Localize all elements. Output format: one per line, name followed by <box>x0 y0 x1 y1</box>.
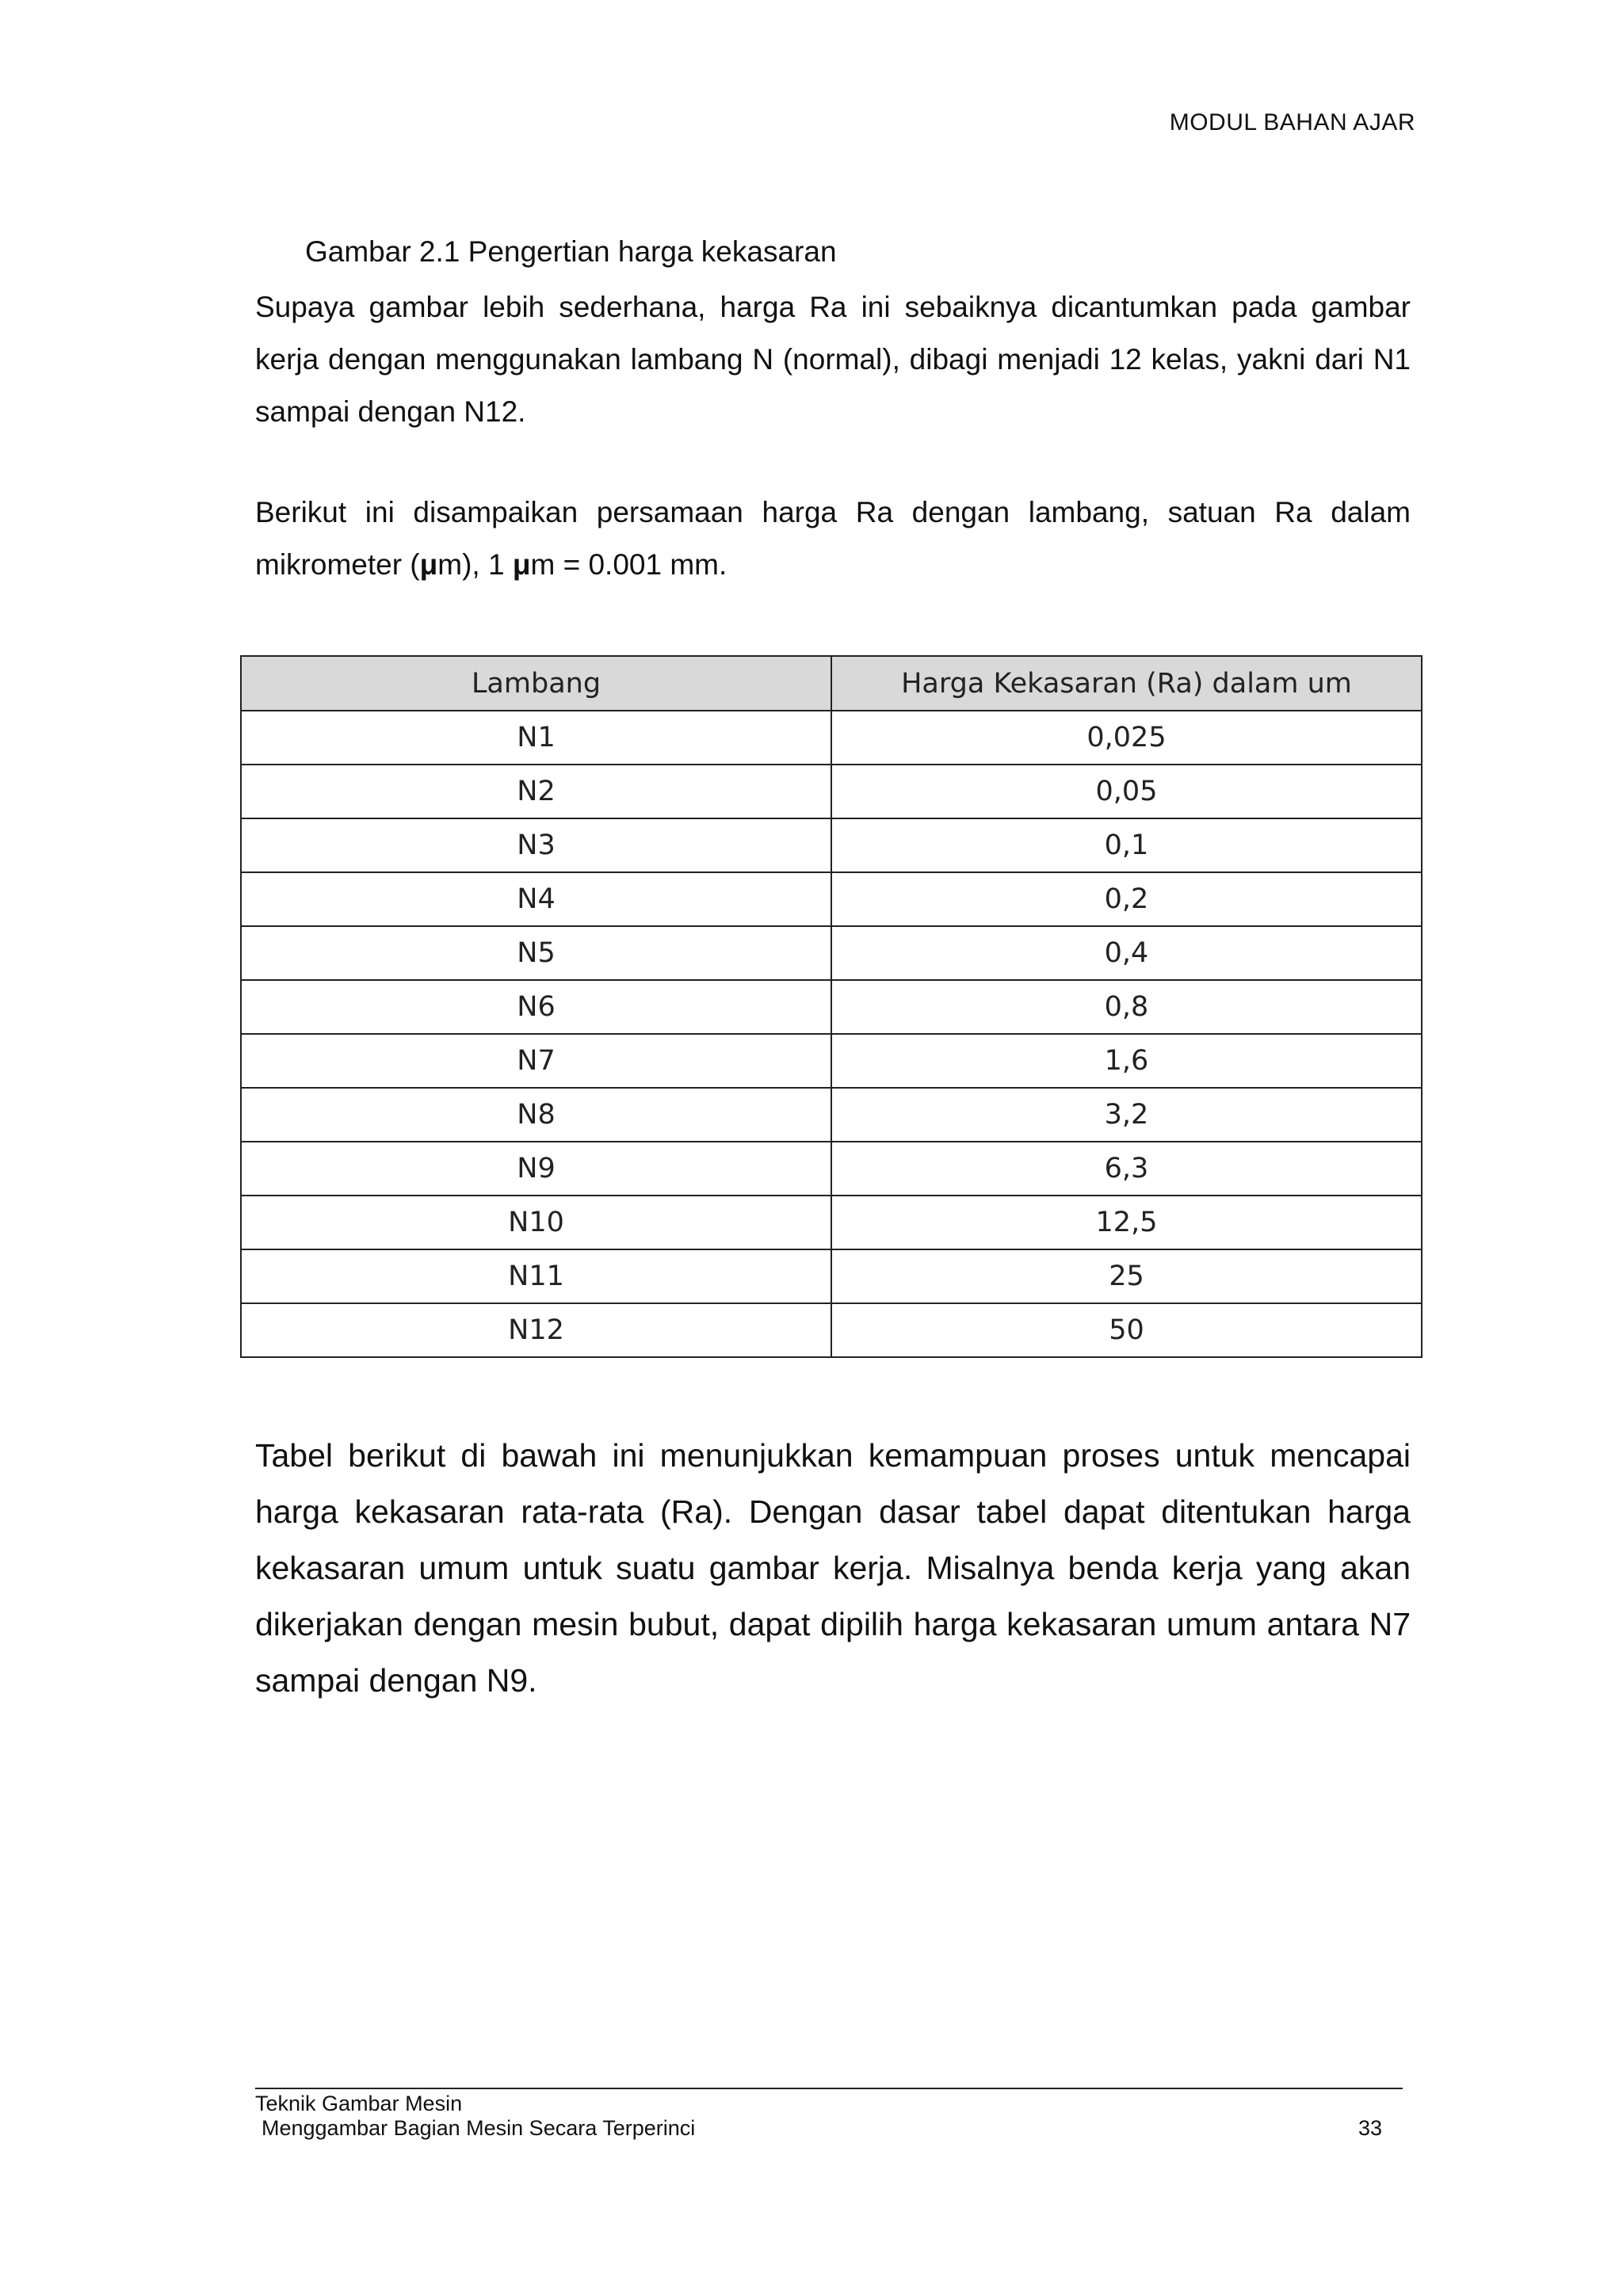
figure-caption: Gambar 2.1 Pengertian harga kekasaran <box>305 235 837 268</box>
cell-lambang: N5 <box>241 926 831 980</box>
cell-ra-value: 0,2 <box>831 872 1422 926</box>
paragraph-text: m = 0.001 mm. <box>530 548 727 581</box>
cell-ra-value: 6,3 <box>831 1142 1422 1196</box>
cell-lambang: N11 <box>241 1249 831 1303</box>
table-row <box>241 1249 1422 1303</box>
table-row <box>241 1034 1422 1088</box>
roughness-table <box>240 655 1423 1358</box>
page-number: 33 <box>1358 2116 1383 2140</box>
table-body <box>241 711 1422 1357</box>
page-header: MODUL BAHAN AJAR <box>1169 109 1415 135</box>
cell-ra-value: 0,1 <box>831 818 1422 872</box>
cell-ra-value: 1,6 <box>831 1034 1422 1088</box>
cell-ra-value: 25 <box>831 1249 1422 1303</box>
cell-lambang: N7 <box>241 1034 831 1088</box>
cell-ra-value: 0,05 <box>831 765 1422 818</box>
paragraph-process-capability: Tabel berikut di bawah ini menunjukkan kemampuan proses untuk mencapai harga kekasaran rata-rata (Ra). Dengan dasar tabel dapat ditentukan harga kekasaran umum untuk suatu gambar kerja. Misalnya benda kerja yang akan dikerjakan dengan mesin bubut, dapat dipilih harga kekasaran umum antara N7 sampai dengan N9. <box>255 1437 1411 1699</box>
cell-lambang: N6 <box>241 980 831 1034</box>
cell-ra-value: 0,025 <box>831 711 1422 765</box>
table-row <box>241 1088 1422 1142</box>
micro-symbol: μ <box>512 548 531 581</box>
table-row <box>241 1303 1422 1357</box>
table-row <box>241 1196 1422 1249</box>
table-row <box>241 765 1422 818</box>
cell-lambang: N9 <box>241 1142 831 1196</box>
paragraph-text: m), 1 <box>437 548 513 581</box>
table-row <box>241 1142 1422 1196</box>
footer-title: Teknik Gambar Mesin <box>255 2092 463 2115</box>
cell-lambang: N8 <box>241 1088 831 1142</box>
footer-divider <box>255 2088 1403 2089</box>
cell-ra-value: 0,4 <box>831 926 1422 980</box>
cell-ra-value: 50 <box>831 1303 1422 1357</box>
cell-lambang: N10 <box>241 1196 831 1249</box>
table-row <box>241 711 1422 765</box>
paragraph-ra-units <box>255 486 1411 591</box>
table-row <box>241 872 1422 926</box>
table-header <box>241 656 1422 711</box>
cell-lambang: N2 <box>241 765 831 818</box>
paragraph-ra-symbol-intro: Supaya gambar lebih sederhana, harga Ra ini sebaiknya dicantumkan pada gambar kerja dengan menggunakan lambang N (normal), dibagi menjadi 12 kelas, yakni dari N1 sampai dengan N12. <box>255 291 1411 428</box>
cell-ra-value: 3,2 <box>831 1088 1422 1142</box>
micro-symbol: μ <box>419 548 438 581</box>
cell-lambang: N12 <box>241 1303 831 1357</box>
table-row <box>241 980 1422 1034</box>
cell-ra-value: 0,8 <box>831 980 1422 1034</box>
table-row <box>241 818 1422 872</box>
cell-ra-value: 12,5 <box>831 1196 1422 1249</box>
cell-lambang: N3 <box>241 818 831 872</box>
column-header-lambang: Lambang <box>241 656 831 711</box>
cell-lambang: N1 <box>241 711 831 765</box>
cell-lambang: N4 <box>241 872 831 926</box>
table-header-row <box>241 656 1422 711</box>
footer-subtitle: Menggambar Bagian Mesin Secara Terperinci <box>262 2116 696 2140</box>
column-header-ra-value: Harga Kekasaran (Ra) dalam um <box>831 656 1422 711</box>
paragraph-text: Berikut ini disampaikan persamaan harga Ra dengan lambang, satuan Ra dalam mikrometer ( <box>255 496 1411 581</box>
table-row <box>241 926 1422 980</box>
